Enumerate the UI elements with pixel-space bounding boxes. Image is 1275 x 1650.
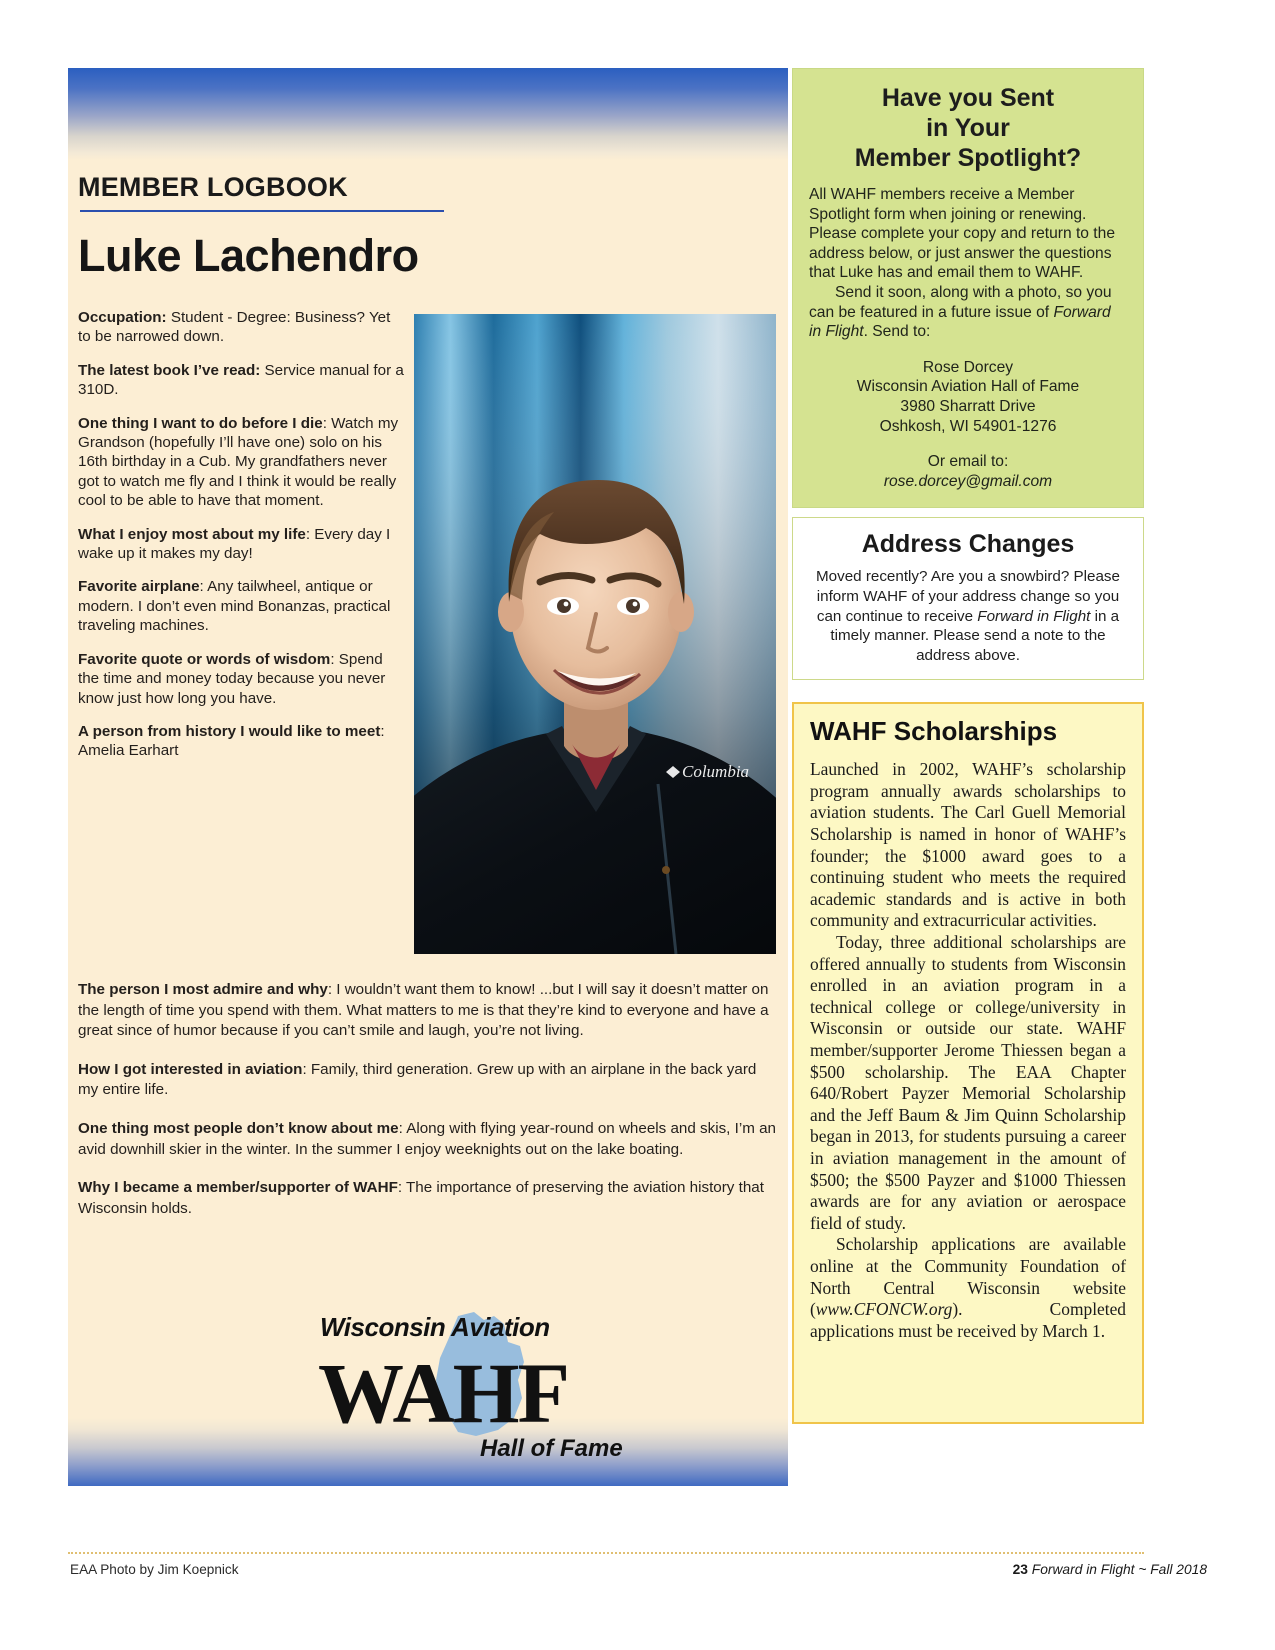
qa-item	[78, 414, 404, 511]
publication-title: Forward in Flight	[809, 303, 1111, 341]
qa-item	[78, 1060, 778, 1101]
address-street: 3980 Sharratt Drive	[900, 397, 1036, 415]
svg-text:WAHF: WAHF	[318, 1345, 568, 1441]
para3-post: ). Completed applications must be received by March 1.	[810, 1299, 1126, 1341]
scholarships-title: WAHF Scholarships	[810, 716, 1058, 747]
qa-narrow-column	[78, 308, 404, 775]
svg-text:Columbia: Columbia	[682, 762, 750, 781]
email-label: Or email to:	[927, 453, 1009, 471]
email-address[interactable]: rose.dorcey@gmail.com	[883, 472, 1053, 490]
publication-issue: Forward in Flight ~ Fall 2018	[1031, 1562, 1207, 1577]
address-changes-text	[807, 567, 1129, 665]
qa-question: One thing I want to do before I die	[78, 414, 323, 432]
spotlight-email-block	[809, 452, 1127, 491]
qa-item	[78, 1119, 778, 1160]
qa-wide-column	[78, 980, 778, 1237]
wahf-logo	[308, 1306, 668, 1466]
qa-item	[78, 650, 404, 708]
qa-question: Favorite airplane	[78, 578, 200, 596]
scholarships-paragraph-2: Today, three additional scholarships are offered annually to students from Wisconsin enrolled in an aviation program in a technical college or college/university in Wisconsin or outside our state. WAHF member/supporter Jerome Thiessen began a $500 scholarship. The EAA Chapter 640/Robert Payzer Memorial Scholarship and the Jeff Baum & Jim Quinn Scholarship began in 2013, for students pursuing a career in aviation management in the amount of $500; the $500 Payzer and $1000 Thiessen awards are for any aviation or aerospace field of study.	[810, 932, 1126, 1233]
qa-answer: Student - Degree: Business? Yet to be narrowed down.	[78, 309, 391, 346]
qa-question: Why I became a member/supporter of WAHF	[78, 1179, 398, 1197]
svg-text:Hall of Fame: Hall of Fame	[480, 1435, 623, 1462]
qa-answer: : I wouldn’t want them to know! ...but I will say it doesn’t matter on the length of time you spend with them. What matters to me is that they’re kind to everyone and have a great since of humor because if you can’t smile and laugh, you’re not living.	[78, 981, 769, 1040]
qa-answer: : Amelia Earhart	[78, 722, 385, 760]
wahf-scholarships-box	[792, 702, 1144, 1424]
publication-title: Forward in Flight	[977, 607, 1091, 625]
qa-item	[78, 525, 404, 564]
cfoncw-website[interactable]: www.CFONCW.org	[815, 1299, 953, 1320]
qa-question: What I enjoy most about my life	[78, 525, 306, 543]
qa-item	[78, 1178, 778, 1219]
footer-divider	[68, 1552, 1144, 1554]
member-photo	[414, 314, 776, 954]
address-org: Wisconsin Aviation Hall of Fame	[856, 378, 1080, 396]
qa-question: The latest book I’ve read:	[78, 361, 261, 379]
qa-answer: : The importance of preserving the aviation history that Wisconsin holds.	[78, 1179, 764, 1217]
qa-item	[78, 980, 778, 1042]
qa-answer: : Spend the time and money today because you never know just how long you have.	[78, 650, 386, 707]
member-logbook-article	[68, 68, 788, 1486]
addr-text-post: in a timely manner. Please send a note to the address above.	[830, 607, 1120, 664]
photo-credit: EAA Photo by Jim Koepnick	[70, 1562, 239, 1577]
qa-answer: : Watch my Grandson (hopefully I’ll have one) solo on his 16th birthday in a Cub. My grandfathers never got to watch me fly and I think it would be really cool to be able to have that moment.	[78, 414, 399, 510]
qa-item	[78, 361, 404, 400]
qa-answer: : Family, third generation. Grew up with an airplane in the back yard my entire life.	[78, 1060, 757, 1099]
sidebar-rail	[792, 68, 1144, 1424]
title-line-2: in Your	[926, 114, 1010, 142]
spotlight-paragraph-1: All WAHF members receive a Member Spotlight form when joining or renewing. Please complete your copy and return to the address below, or just answer the questions that Luke has and email them to WAHF.	[809, 186, 1115, 282]
kicker-underline	[80, 210, 444, 212]
title-line-3: Member Spotlight?	[854, 144, 1082, 172]
para2-pre: Send it soon, along with a photo, so you can be featured in a future issue of	[809, 283, 1112, 321]
qa-item	[78, 308, 404, 347]
qa-question: Occupation:	[78, 309, 167, 326]
para3-pre: Scholarship applications are available online at the Community Foundation of North Central Wisconsin website (	[810, 1234, 1126, 1320]
footer-publication-info	[1013, 1562, 1207, 1577]
address-city-state-zip: Oshkosh, WI 54901-1276	[879, 417, 1057, 435]
qa-question: A person from history I would like to meet	[78, 722, 381, 740]
member-spotlight-box	[792, 68, 1144, 508]
spotlight-mailing-address	[809, 358, 1127, 436]
para2-post: . Send to:	[863, 323, 931, 341]
svg-text:Wisconsin Aviation: Wisconsin Aviation	[320, 1312, 550, 1342]
page-number: 23	[1012, 1562, 1028, 1577]
title-line-1: Have you Sent	[881, 84, 1055, 112]
section-kicker: MEMBER LOGBOOK	[78, 172, 348, 202]
spotlight-paragraph-2	[809, 283, 1127, 342]
qa-question: Favorite quote or words of wisdom	[78, 650, 331, 668]
qa-answer: : Along with flying year-round on wheels and skis, I’m an avid downhill skier in the winter. In the summer I enjoy weeknights out on the lake boating.	[78, 1119, 776, 1158]
qa-question: How I got interested in aviation	[78, 1060, 303, 1078]
qa-question: One thing most people don’t know about me	[78, 1119, 399, 1137]
qa-answer: Service manual for a 310D.	[78, 361, 404, 399]
qa-item	[78, 577, 404, 635]
address-changes-box	[792, 517, 1144, 680]
addr-text-pre: Moved recently? Are you a snowbird? Please inform WAHF of your address change so you can continue to receive	[816, 568, 1120, 625]
scholarships-paragraph-3	[810, 1234, 1126, 1342]
qa-answer: : Every day I wake up it makes my day!	[78, 525, 391, 563]
address-changes-title: Address Changes	[861, 530, 1075, 559]
qa-answer: : Any tailwheel, antique or modern. I don’t even mind Bonanzas, practical traveling machines.	[78, 578, 391, 635]
address-name: Rose Dorcey	[922, 358, 1014, 376]
qa-question: The person I most admire and why	[78, 981, 328, 998]
qa-item	[78, 722, 404, 761]
scholarships-paragraph-1: Launched in 2002, WAHF’s scholarship program annually awards scholarships to aviation students. The Carl Guell Memorial Scholarship is named in honor of WAHF’s founder; the $1000 award goes to a continuing student who meets the required academic standards and is active in both community and extracurricular activities.	[810, 759, 1126, 931]
member-spotlight-title	[809, 83, 1127, 173]
page-title: Luke Lachendro	[78, 230, 419, 281]
top-gradient-band	[68, 68, 788, 160]
